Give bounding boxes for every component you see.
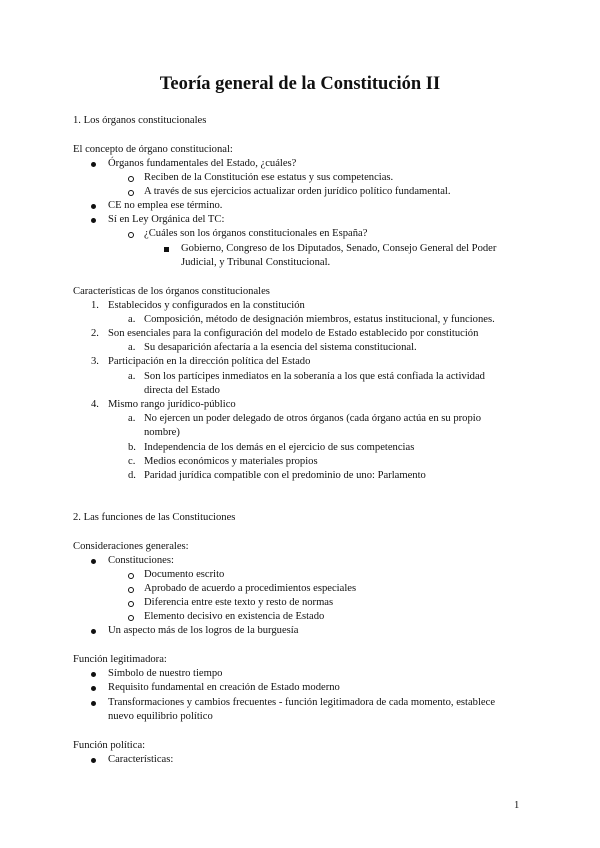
list-item: Establecidos y configurados en la constitución — [108, 300, 305, 311]
list-item: Gobierno, Congreso de los Diputados, Senado, Consejo General del Poder — [181, 243, 497, 254]
consideraciones-heading: Consideraciones generales: — [73, 541, 189, 552]
bullet-circle-icon — [128, 190, 134, 196]
list-item: Paridad jurídica compatible con el predominio de uno: Parlamento — [144, 470, 426, 481]
bullet-circle-icon — [128, 573, 134, 579]
list-item: Aprobado de acuerdo a procedimientos especiales — [144, 583, 357, 594]
list-item: Sí en Ley Orgánica del TC: — [108, 214, 225, 225]
list-item: Elemento decisivo en existencia de Estado — [144, 611, 325, 622]
bullet-dot-icon — [91, 672, 96, 677]
list-item: A través de sus ejercicios actualizar orden jurídico político fundamental. — [144, 186, 451, 197]
list-item-continuation: nuevo equilibrio político — [108, 711, 213, 722]
list-number: 1. — [91, 300, 99, 311]
list-item: Son esenciales para la configuración del modelo de Estado establecido por constitución — [108, 328, 479, 339]
page-number: 1 — [514, 800, 520, 811]
list-item: Símbolo de nuestro tiempo — [108, 668, 223, 679]
list-item: Son los partícipes inmediatos en la soberanía a los que está confiada la actividad — [144, 371, 485, 382]
list-letter: d. — [128, 470, 136, 481]
list-item: Documento escrito — [144, 569, 225, 580]
list-letter: b. — [128, 442, 136, 453]
politica-heading: Función política: — [73, 740, 146, 751]
list-item: Órganos fundamentales del Estado, ¿cuáles? — [108, 158, 297, 169]
list-letter: a. — [128, 314, 136, 325]
bullet-circle-icon — [128, 232, 134, 238]
bullet-dot-icon — [91, 629, 96, 634]
list-letter: c. — [128, 456, 136, 467]
list-letter: a. — [128, 371, 136, 382]
list-item: Medios económicos y materiales propios — [144, 456, 318, 467]
list-item: Reciben de la Constitución ese estatus y sus competencias. — [144, 172, 394, 183]
bullet-dot-icon — [91, 204, 96, 209]
list-item: Mismo rango jurídico-público — [108, 399, 236, 410]
list-number: 3. — [91, 356, 99, 367]
bullet-dot-icon — [91, 559, 96, 564]
list-item-continuation: Judicial, y Tribunal Constitucional. — [181, 257, 331, 268]
bullet-circle-icon — [128, 601, 134, 607]
document-title: Teoría general de la Constitución II — [159, 74, 441, 94]
list-letter: a. — [128, 342, 136, 353]
list-item: Participación en la dirección política del Estado — [108, 356, 311, 367]
bullet-circle-icon — [128, 176, 134, 182]
bullet-circle-icon — [128, 587, 134, 593]
bullet-dot-icon — [91, 686, 96, 691]
list-item-continuation: nombre) — [144, 427, 180, 438]
bullet-dot-icon — [91, 758, 96, 763]
list-item: CE no emplea ese término. — [108, 200, 223, 211]
list-item: Independencia de los demás en el ejercicio de sus competencias — [144, 442, 415, 453]
list-item: Constituciones: — [108, 555, 174, 566]
section-heading-1: 1. Los órganos constitucionales — [73, 115, 207, 126]
concepto-heading: El concepto de órgano constitucional: — [73, 144, 233, 155]
bullet-circle-icon — [128, 615, 134, 621]
list-letter: a. — [128, 413, 136, 424]
bullet-dot-icon — [91, 218, 96, 223]
list-item: Transformaciones y cambios frecuentes - función legitimadora de cada momento, establece — [108, 697, 496, 708]
list-number: 2. — [91, 328, 99, 339]
list-item: Características: — [108, 754, 174, 765]
bullet-square-icon — [164, 247, 169, 252]
list-item: No ejercen un poder delegado de otros órganos (cada órgano actúa en su propio — [144, 413, 482, 424]
list-item-continuation: directa del Estado — [144, 385, 220, 396]
list-item: ¿Cuáles son los órganos constitucionales en España? — [144, 228, 368, 239]
section-heading-2: 2. Las funciones de las Constituciones — [73, 512, 236, 523]
list-item: Composición, método de designación miembros, estatus institucional, y funciones. — [144, 314, 495, 325]
list-number: 4. — [91, 399, 99, 410]
list-item: Un aspecto más de los logros de la burguesía — [108, 625, 299, 636]
bullet-dot-icon — [91, 162, 96, 167]
list-item: Diferencia entre este texto y resto de normas — [144, 597, 334, 608]
list-item: Requisito fundamental en creación de Estado moderno — [108, 682, 340, 693]
caracteristicas-heading: Características de los órganos constitucionales — [73, 286, 270, 297]
legitimadora-heading: Función legitimadora: — [73, 654, 167, 665]
bullet-dot-icon — [91, 701, 96, 706]
list-item: Su desaparición afectaría a la esencia del sistema constitucional. — [144, 342, 417, 353]
